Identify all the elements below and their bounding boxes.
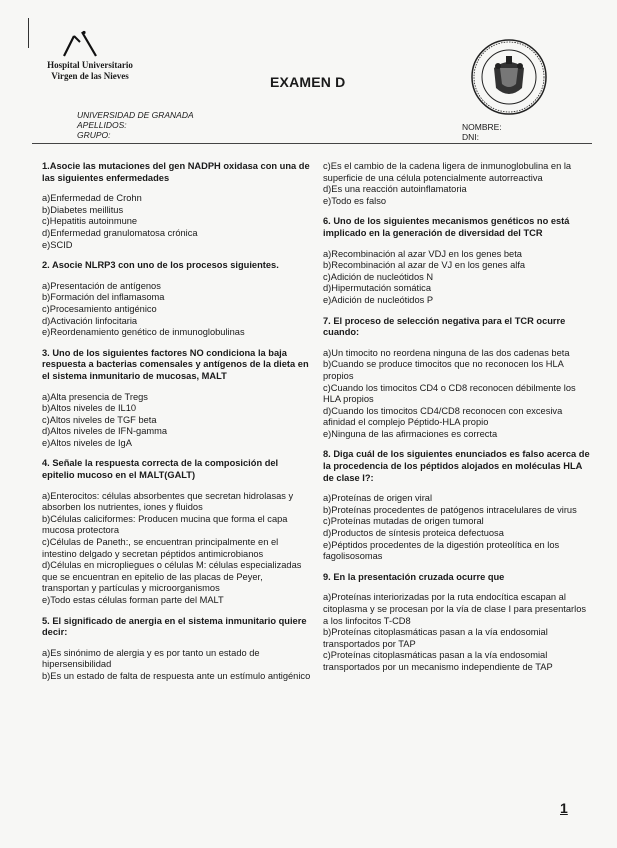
grupo-label: GRUPO: [77,130,111,140]
hospital-name-line1: Hospital Universitario [47,60,133,70]
option: c)Cuando los timocitos CD4 o CD8 reconocen débilmente los HLA propios [323,382,576,405]
student-info-left [77,110,194,140]
option: e)Adición de nucleótidos P [323,294,434,305]
option: d)Hipermutación somática [323,283,431,294]
university-seal-icon [470,38,548,116]
option: e)Reordenamiento genético de inmunoglobulinas [42,327,245,338]
question-3-options [42,392,312,450]
page-number: 1 [560,800,568,816]
option: d)Activación linfocitaria [42,315,138,326]
hospital-name-line2: Virgen de las Nieves [51,71,129,81]
question-5: 5. El significado de anergia en el sistema inmunitario quiere decir: [42,615,307,638]
question-6-options [323,249,593,307]
question-9: 9. En la presentación cruzada ocurre que [323,571,505,582]
option: a)Enfermedad de Crohn [42,193,142,204]
option: a)Recombinación al azar VDJ en los genes beta [323,248,522,259]
option: c)Altos niveles de TGF beta [42,414,157,425]
student-info-right [462,122,502,142]
option: c)Es el cambio de la cadena ligera de inmunoglobulina en la superficie de una célula potencialmente autorreactiva [323,161,572,183]
option: c)Procesamiento antigénico [42,303,157,314]
option: b)Formación del inflamasoma [42,292,165,303]
option: c)Proteínas citoplasmáticas pasan a la vía endosomial transportados por un mecanismo independiente de TAP [323,650,553,672]
option: e)Todo es falso [323,195,387,206]
option: d)Altos niveles de IFN-gamma [42,426,168,437]
question-6: 6. Uno de los siguientes mecanismos genéticos no está implicado en la generación de diversidad del TCR [323,216,570,238]
option: b)Es un estado de falta de respuesta ante un estímulo antigénico [42,670,311,681]
left-column [42,161,312,692]
option: b)Proteínas procedentes de patógenos intracelulares de virus [323,504,577,515]
option: b)Proteínas citoplasmáticas pasan a la vía endosomial transportados por TAP [323,627,548,649]
question-2: 2. Asocie NLRP3 con uno de los procesos siguientes. [42,260,279,271]
option: b)Cuando se produce timocitos que no reconocen los HLA propios [323,359,564,381]
option: d)Productos de síntesis proteica defectuosa [323,528,504,539]
option: a)Enterocitos: células absorbentes que secretan hidrolasas y absorben los nutrientes, iones y fluidos [42,490,294,513]
question-1: 1.Asocie las mutaciones del gen NADPH oxidasa con una de las siguientes enfermedades [42,161,310,183]
option: d)Células en micropliegues o células M: células especializadas que se encuentran en epitelio de las placas de Peyer, transportan y partículas y microorganismos [42,560,302,594]
option: c)Células de Paneth:, se encuentran principalmente en el intestino delgado y secretan péptidos antimicrobianos [42,537,279,559]
dni-label: DNI: [462,132,479,142]
option: a)Proteínas interiorizadas por la ruta endocítica escapan al citoplasma y se procesan por la vía de clase I para presentarlos a los linfocitos T-CD8 [323,592,587,626]
header-divider [32,143,592,144]
option: b)Altos niveles de IL10 [42,403,137,414]
question-8-options [323,493,593,563]
question-5-continued-options [323,161,593,207]
option: b)Recombinación al azar de VJ en los genes alfa [323,260,526,271]
right-column [323,161,593,683]
question-5-options [42,648,312,683]
option: e)Ninguna de las afirmaciones es correcta [323,428,498,439]
question-9-options [323,592,593,673]
hospital-logo-icon [60,30,100,58]
question-4: 4. Señale la respuesta correcta de la composición del epitelio mucoso en el MALT(GALT) [42,458,279,481]
scan-margin-line [28,18,29,48]
university-name: UNIVERSIDAD DE GRANADA [77,110,194,120]
option: e)SCID [42,239,73,250]
option: d)Enfermedad granulomatosa crónica [42,227,198,238]
nombre-label: NOMBRE: [462,122,502,132]
option: e)Péptidos procedentes de la digestión proteolítica en los fagolisosomas [323,539,560,562]
question-8: 8. Diga cuál de los siguientes enunciados es falso acerca de la procedencia de los péptidos alojados en moléculas HLA de clase I?: [323,449,590,483]
option: a)Un timocito no reordena ninguna de las dos cadenas beta [323,347,570,358]
question-7: 7. El proceso de selección negativa para el TCR ocurre cuando: [323,315,566,338]
option: d)Es una reacción autoinflamatoria [323,184,467,195]
option: d)Cuando los timocitos CD4/CD8 reconocen con excesiva afinidad el complejo Péptido-HLA propio [323,405,563,428]
question-2-options [42,281,312,339]
option: a)Alta presencia de Tregs [42,391,148,402]
question-1-options [42,193,312,251]
option: b)Células caliciformes: Producen mucina que forma el capa mucosa protectora [42,513,288,536]
option: b)Diabetes meillitus [42,204,124,215]
option: e)Todo estas células forman parte del MALT [42,595,224,605]
option: c)Hepatitis autoinmune [42,216,138,227]
option: c)Proteínas mutadas de origen tumoral [323,516,484,527]
option: c)Adición de nucleótidos N [323,271,434,282]
option: e)Altos niveles de IgA [42,437,132,448]
question-7-options [323,348,593,441]
option: a)Es sinónimo de alergia y es por tanto un estado de hipersensibilidad [42,647,260,670]
apellidos-label: APELLIDOS: [77,120,127,130]
question-4-options [42,491,312,607]
exam-title: EXAMEN D [270,74,346,90]
hospital-name [40,60,140,82]
option: a)Proteínas de origen viral [323,493,433,504]
question-3: 3. Uno de los siguientes factores NO condiciona la baja respuesta a bacterias comensales y antígenos de la dieta en el sistema inmunitario de mucosas, MALT [42,347,309,381]
option: a)Presentación de antígenos [42,280,161,291]
